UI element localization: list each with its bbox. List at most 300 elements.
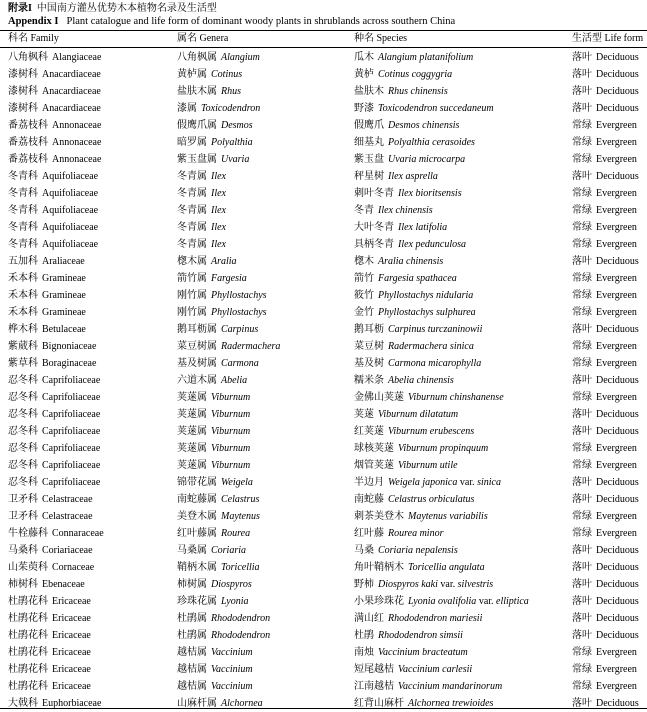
appendix-page xyxy=(8,2,647,709)
family-latin: Ericaceae xyxy=(52,664,91,675)
species-latin: Lyonia ovalifolia xyxy=(408,596,477,607)
genus-latin: Ilex xyxy=(211,239,226,250)
header-life-form: 生活型 Life form xyxy=(572,33,644,44)
family-latin: Caprifoliaceae xyxy=(42,426,101,437)
genus-cn: 荚蒾属 xyxy=(177,392,207,403)
species-infra-name: elliptica xyxy=(496,596,529,607)
family-latin: Gramineae xyxy=(42,307,86,318)
life-form-cn: 落叶 xyxy=(572,409,592,420)
life-form-cn: 落叶 xyxy=(572,52,592,63)
cell-life-form xyxy=(572,151,637,168)
cell-species xyxy=(354,117,459,134)
family-cn: 杜鹃花科 xyxy=(8,681,48,692)
life-form-en: Deciduous xyxy=(596,494,639,505)
species-latin: Phyllostachys sulphurea xyxy=(378,307,476,318)
genus-cn: 荚蒾属 xyxy=(177,460,207,471)
life-form-en: Deciduous xyxy=(596,426,639,437)
cell-genus xyxy=(177,661,253,678)
genus-latin: Abelia xyxy=(221,375,248,386)
cell-life-form xyxy=(572,406,639,423)
cell-genus xyxy=(177,610,270,627)
genus-cn: 越桔属 xyxy=(177,664,207,675)
table-row xyxy=(8,168,647,185)
life-form-en: Deciduous xyxy=(596,545,639,556)
life-form-en: Evergreen xyxy=(596,443,637,454)
cell-family xyxy=(8,287,86,304)
cell-genus xyxy=(177,168,226,185)
life-form-cn: 常绿 xyxy=(572,358,592,369)
family-cn: 紫草科 xyxy=(8,358,38,369)
header-family: 科名 Family xyxy=(8,33,59,44)
life-form-cn: 落叶 xyxy=(572,86,592,97)
table-row xyxy=(8,440,647,457)
life-form-en: Deciduous xyxy=(596,171,639,182)
family-latin: Caprifoliaceae xyxy=(42,477,101,488)
genus-cn: 马桑属 xyxy=(177,545,207,556)
genus-latin: Diospyros xyxy=(211,579,252,590)
cell-species xyxy=(354,151,465,168)
cell-life-form xyxy=(572,117,637,134)
genus-latin: Maytenus xyxy=(221,511,260,522)
life-form-cn: 落叶 xyxy=(572,613,592,624)
table-row xyxy=(8,66,647,83)
species-cn: 球核荚蒾 xyxy=(354,443,394,454)
cell-life-form xyxy=(572,457,637,474)
life-form-cn: 常绿 xyxy=(572,392,592,403)
species-latin: Ilex latifolia xyxy=(398,222,448,233)
life-form-cn: 常绿 xyxy=(572,460,592,471)
cell-species xyxy=(354,491,474,508)
life-form-cn: 落叶 xyxy=(572,477,592,488)
life-form-cn: 常绿 xyxy=(572,443,592,454)
cell-family xyxy=(8,627,91,644)
cell-species xyxy=(354,440,488,457)
cell-life-form xyxy=(572,100,639,117)
species-cn: 刺叶冬青 xyxy=(354,188,394,199)
family-cn: 山茱萸科 xyxy=(8,562,48,573)
table-row xyxy=(8,270,647,287)
cell-family xyxy=(8,440,100,457)
family-cn: 卫矛科 xyxy=(8,494,38,505)
family-cn: 杜鹃花科 xyxy=(8,664,48,675)
species-latin: Aralia chinensis xyxy=(378,256,444,267)
life-form-cn: 常绿 xyxy=(572,664,592,675)
table-row xyxy=(8,372,647,389)
life-form-en: Deciduous xyxy=(596,409,639,420)
cell-species xyxy=(354,253,443,270)
table-row xyxy=(8,83,647,100)
species-cn: 红叶藤 xyxy=(354,528,384,539)
family-cn: 漆树科 xyxy=(8,86,38,97)
cell-genus xyxy=(177,593,248,610)
species-latin: Maytenus variabilis xyxy=(408,511,488,522)
family-cn: 漆树科 xyxy=(8,69,38,80)
cell-genus xyxy=(177,287,267,304)
cell-species xyxy=(354,542,458,559)
species-cn: 野漆 xyxy=(354,103,374,114)
cell-species xyxy=(354,661,472,678)
genus-cn: 鞘柄木属 xyxy=(177,562,217,573)
species-cn: 红荚蒾 xyxy=(354,426,384,437)
cell-family xyxy=(8,644,91,661)
genus-latin: Viburnum xyxy=(211,460,251,471)
life-form-cn: 常绿 xyxy=(572,341,592,352)
cell-species xyxy=(354,83,448,100)
cell-genus xyxy=(177,542,246,559)
species-var: var. xyxy=(440,579,456,590)
species-cn: 杜鹃 xyxy=(354,630,374,641)
species-latin: Celastrus orbiculatus xyxy=(388,494,475,505)
table-row xyxy=(8,644,647,661)
table-header-row xyxy=(8,32,647,46)
cell-species xyxy=(354,695,493,712)
cell-family xyxy=(8,355,96,372)
table-row xyxy=(8,474,647,491)
family-latin: Coriariaceae xyxy=(42,545,93,556)
family-latin: Boraginaceae xyxy=(42,358,97,369)
table-row xyxy=(8,406,647,423)
cell-family xyxy=(8,576,85,593)
cell-genus xyxy=(177,49,260,66)
life-form-en: Deciduous xyxy=(596,324,639,335)
life-form-cn: 常绿 xyxy=(572,273,592,284)
genus-latin: Ilex xyxy=(211,188,226,199)
genus-cn: 山麻杆属 xyxy=(177,698,217,709)
life-form-cn: 落叶 xyxy=(572,103,592,114)
cell-genus xyxy=(177,508,260,525)
table-row xyxy=(8,338,647,355)
life-form-en: Evergreen xyxy=(596,222,637,233)
species-cn: 刺茶美登木 xyxy=(354,511,404,522)
family-cn: 杜鹃花科 xyxy=(8,613,48,624)
cell-life-form xyxy=(572,49,639,66)
family-cn: 冬青科 xyxy=(8,222,38,233)
genus-cn: 珍珠花属 xyxy=(177,596,217,607)
species-cn: 马桑 xyxy=(354,545,374,556)
family-latin: Gramineae xyxy=(42,273,86,284)
species-cn: 角叶鞘柄木 xyxy=(354,562,404,573)
life-form-en: Deciduous xyxy=(596,698,639,709)
life-form-en: Deciduous xyxy=(596,477,639,488)
life-form-en: Evergreen xyxy=(596,273,637,284)
species-cn: 盐肤木 xyxy=(354,86,384,97)
life-form-en: Deciduous xyxy=(596,69,639,80)
genus-latin: Celastrus xyxy=(221,494,260,505)
life-form-cn: 常绿 xyxy=(572,205,592,216)
table-row xyxy=(8,355,647,372)
table-row xyxy=(8,49,647,66)
family-cn: 八角枫科 xyxy=(8,52,48,63)
genus-latin: Aralia xyxy=(211,256,237,267)
cell-species xyxy=(354,134,475,151)
cell-genus xyxy=(177,457,250,474)
life-form-en: Evergreen xyxy=(596,358,637,369)
table-row xyxy=(8,100,647,117)
genus-latin: Carpinus xyxy=(221,324,259,335)
cell-life-form xyxy=(572,508,637,525)
family-cn: 五加科 xyxy=(8,256,38,267)
cell-species xyxy=(354,66,452,83)
family-cn: 忍冬科 xyxy=(8,409,38,420)
genus-cn: 美登木属 xyxy=(177,511,217,522)
species-cn: 荚蒾 xyxy=(354,409,374,420)
family-latin: Celastraceae xyxy=(42,511,93,522)
genus-latin: Viburnum xyxy=(211,426,251,437)
family-latin: Euphorbiaceae xyxy=(42,698,102,709)
cell-species xyxy=(354,270,457,287)
genus-cn: 冬青属 xyxy=(177,188,207,199)
life-form-cn: 落叶 xyxy=(572,698,592,709)
species-latin: Carpinus turczaninowii xyxy=(388,324,483,335)
genus-latin: Rhus xyxy=(221,86,241,97)
cell-family xyxy=(8,372,100,389)
life-form-en: Evergreen xyxy=(596,528,637,539)
genus-latin: Ilex xyxy=(211,222,226,233)
cell-family xyxy=(8,321,86,338)
species-latin: Fargesia spathacea xyxy=(378,273,457,284)
cell-life-form xyxy=(572,559,639,576)
table-row xyxy=(8,185,647,202)
family-latin: Connaraceae xyxy=(52,528,104,539)
species-latin: Polyalthia cerasoides xyxy=(388,137,475,148)
family-cn: 禾本科 xyxy=(8,290,38,301)
species-cn: 南烛 xyxy=(354,647,374,658)
genus-latin: Alangium xyxy=(221,52,260,63)
cell-family xyxy=(8,474,100,491)
genus-latin: Polyalthia xyxy=(211,137,253,148)
genus-cn: 荚蒾属 xyxy=(177,409,207,420)
species-cn: 筱竹 xyxy=(354,290,374,301)
genus-cn: 锦带花属 xyxy=(177,477,217,488)
table-row xyxy=(8,202,647,219)
family-cn: 紫葳科 xyxy=(8,341,38,352)
cell-species xyxy=(354,219,447,236)
family-latin: Caprifoliaceae xyxy=(42,409,101,420)
table-row xyxy=(8,287,647,304)
genus-latin: Coriaria xyxy=(211,545,247,556)
caption-cn-title: 中国南方灌丛优势木本植物名录及生活型 xyxy=(36,3,217,14)
species-cn: 半边月 xyxy=(354,477,384,488)
cell-family xyxy=(8,593,91,610)
family-latin: Aquifoliaceae xyxy=(42,239,99,250)
life-form-en: Deciduous xyxy=(596,256,639,267)
cell-species xyxy=(354,423,474,440)
genus-cn: 荚蒾属 xyxy=(177,426,207,437)
genus-latin: Ilex xyxy=(211,205,226,216)
family-cn: 杜鹃花科 xyxy=(8,630,48,641)
cell-life-form xyxy=(572,185,637,202)
cell-genus xyxy=(177,372,247,389)
table-row xyxy=(8,304,647,321)
family-latin: Anacardiaceae xyxy=(42,103,101,114)
life-form-cn: 常绿 xyxy=(572,681,592,692)
species-cn: 紫玉盘 xyxy=(354,154,384,165)
table-row xyxy=(8,525,647,542)
species-latin: Toricellia angulata xyxy=(408,562,485,573)
cell-life-form xyxy=(572,423,639,440)
table-top-rule xyxy=(0,30,647,31)
family-latin: Celastraceae xyxy=(42,494,93,505)
species-latin: Rourea minor xyxy=(388,528,444,539)
cell-genus xyxy=(177,678,253,695)
family-cn: 忍冬科 xyxy=(8,392,38,403)
family-cn: 杜鹃花科 xyxy=(8,596,48,607)
cell-species xyxy=(354,576,493,593)
family-latin: Anacardiaceae xyxy=(42,86,101,97)
cell-genus xyxy=(177,100,260,117)
cell-species xyxy=(354,287,473,304)
cell-family xyxy=(8,661,91,678)
cell-life-form xyxy=(572,168,639,185)
family-cn: 番荔枝科 xyxy=(8,137,48,148)
life-form-en: Evergreen xyxy=(596,681,637,692)
cell-life-form xyxy=(572,695,639,712)
table-row xyxy=(8,457,647,474)
cell-genus xyxy=(177,644,253,661)
cell-species xyxy=(354,338,474,355)
cell-species xyxy=(354,49,473,66)
species-latin: Ilex chinensis xyxy=(378,205,433,216)
genus-latin: Uvaria xyxy=(221,154,250,165)
genus-latin: Vaccinium xyxy=(211,681,253,692)
life-form-en: Evergreen xyxy=(596,290,637,301)
species-infra-name: sinica xyxy=(477,477,501,488)
family-latin: Betulaceae xyxy=(42,324,86,335)
life-form-cn: 落叶 xyxy=(572,596,592,607)
cell-life-form xyxy=(572,372,639,389)
family-latin: Alangiaceae xyxy=(52,52,102,63)
cell-family xyxy=(8,508,93,525)
genus-latin: Toricellia xyxy=(221,562,260,573)
cell-life-form xyxy=(572,389,637,406)
table-row xyxy=(8,661,647,678)
cell-family xyxy=(8,610,91,627)
life-form-en: Deciduous xyxy=(596,613,639,624)
family-latin: Aquifoliaceae xyxy=(42,188,99,199)
life-form-en: Evergreen xyxy=(596,341,637,352)
family-cn: 禾本科 xyxy=(8,307,38,318)
life-form-en: Evergreen xyxy=(596,392,637,403)
genus-cn: 鹅耳枥属 xyxy=(177,324,217,335)
genus-latin: Weigela xyxy=(221,477,253,488)
cell-genus xyxy=(177,695,263,712)
cell-family xyxy=(8,253,85,270)
family-latin: Ebenaceae xyxy=(42,579,85,590)
cell-life-form xyxy=(572,440,637,457)
cell-family xyxy=(8,678,91,695)
life-form-en: Evergreen xyxy=(596,664,637,675)
cell-species xyxy=(354,678,502,695)
cell-genus xyxy=(177,321,258,338)
species-cn: 楤木 xyxy=(354,256,374,267)
species-latin: Alchornea trewioides xyxy=(408,698,494,709)
family-latin: Ericaceae xyxy=(52,647,91,658)
family-cn: 大戟科 xyxy=(8,698,38,709)
table-row xyxy=(8,253,647,270)
genus-latin: Fargesia xyxy=(211,273,247,284)
species-latin: Viburnum chinshanense xyxy=(408,392,504,403)
cell-life-form xyxy=(572,338,637,355)
life-form-en: Deciduous xyxy=(596,375,639,386)
life-form-en: Evergreen xyxy=(596,239,637,250)
caption-en-label: Appendix I xyxy=(8,16,59,27)
life-form-cn: 常绿 xyxy=(572,188,592,199)
species-latin: Ilex bioritsensis xyxy=(398,188,462,199)
cell-genus xyxy=(177,134,253,151)
genus-latin: Rhododendron xyxy=(211,630,271,641)
life-form-en: Deciduous xyxy=(596,52,639,63)
species-cn: 红背山麻杆 xyxy=(354,698,404,709)
life-form-en: Evergreen xyxy=(596,307,637,318)
genus-cn: 杜鹃属 xyxy=(177,630,207,641)
cell-genus xyxy=(177,66,242,83)
caption-english xyxy=(8,15,647,28)
life-form-cn: 常绿 xyxy=(572,290,592,301)
species-var: var. xyxy=(478,596,494,607)
family-latin: Bignoniaceae xyxy=(42,341,97,352)
cell-genus xyxy=(177,185,226,202)
cell-life-form xyxy=(572,627,639,644)
cell-family xyxy=(8,168,98,185)
species-cn: 糯米条 xyxy=(354,375,384,386)
species-cn: 江南越桔 xyxy=(354,681,394,692)
table-row xyxy=(8,236,647,253)
species-cn: 大叶冬青 xyxy=(354,222,394,233)
species-cn: 冬青 xyxy=(354,205,374,216)
cell-genus xyxy=(177,525,250,542)
cell-species xyxy=(354,525,443,542)
cell-genus xyxy=(177,117,253,134)
species-latin: Ilex asprella xyxy=(388,171,438,182)
family-latin: Anacardiaceae xyxy=(42,69,101,80)
cell-species xyxy=(354,559,485,576)
genus-cn: 杜鹃属 xyxy=(177,613,207,624)
life-form-cn: 落叶 xyxy=(572,630,592,641)
cell-genus xyxy=(177,151,249,168)
life-form-cn: 常绿 xyxy=(572,511,592,522)
genus-cn: 柿树属 xyxy=(177,579,207,590)
cell-family xyxy=(8,100,101,117)
genus-cn: 刚竹属 xyxy=(177,307,207,318)
cell-family xyxy=(8,66,101,83)
genus-latin: Phyllostachys xyxy=(211,307,267,318)
life-form-cn: 落叶 xyxy=(572,324,592,335)
species-latin: Carmona micarophylla xyxy=(388,358,482,369)
cell-life-form xyxy=(572,134,637,151)
family-latin: Ericaceae xyxy=(52,613,91,624)
table-row xyxy=(8,389,647,406)
cell-family xyxy=(8,457,100,474)
family-latin: Caprifoliaceae xyxy=(42,460,101,471)
genus-cn: 冬青属 xyxy=(177,205,207,216)
life-form-cn: 常绿 xyxy=(572,137,592,148)
table-row xyxy=(8,678,647,695)
genus-latin: Desmos xyxy=(221,120,253,131)
table-row xyxy=(8,610,647,627)
life-form-cn: 落叶 xyxy=(572,494,592,505)
family-latin: Aquifoliaceae xyxy=(42,171,99,182)
family-cn: 漆树科 xyxy=(8,103,38,114)
cell-genus xyxy=(177,355,259,372)
species-latin: Vaccinium mandarinorum xyxy=(398,681,503,692)
cell-family xyxy=(8,525,104,542)
cell-genus xyxy=(177,83,241,100)
cell-family xyxy=(8,151,101,168)
species-cn: 烟管荚蒾 xyxy=(354,460,394,471)
species-latin: Alangium platanifolium xyxy=(378,52,474,63)
cell-species xyxy=(354,304,476,321)
cell-life-form xyxy=(572,66,639,83)
